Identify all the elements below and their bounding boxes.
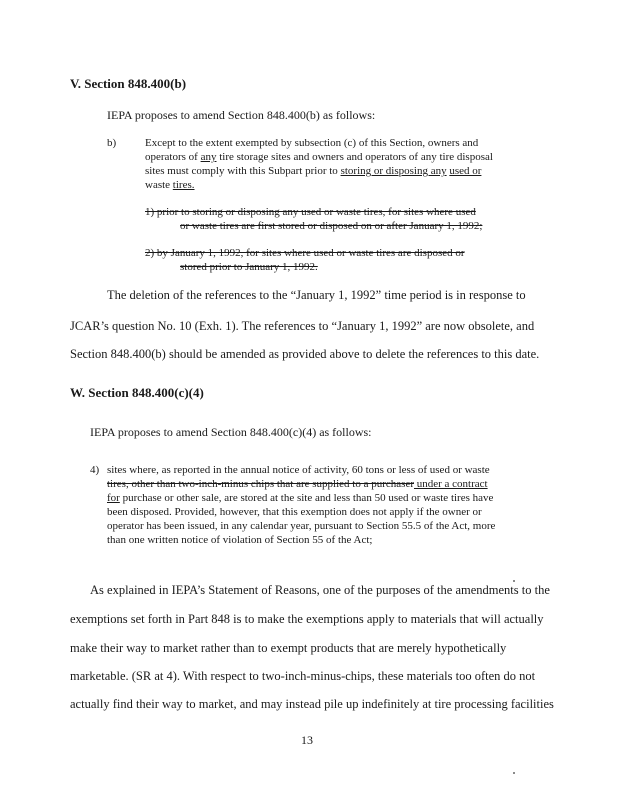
section-w-para-line1: As explained in IEPA’s Statement of Reasons, one of the purposes of the amendments to the [90, 583, 550, 597]
scan-speck [513, 580, 515, 582]
scan-speck-bottom [513, 772, 515, 774]
item-b-line2: operators of any tire storage sites and owners and operators of any tire disposal [145, 151, 493, 163]
section-v-para-line3: Section 848.400(b) should be amended as provided above to delete the references to this date. [70, 347, 540, 361]
struck-item-2-line2: stored prior to January 1, 1992. [180, 261, 318, 273]
item-b-line1: Except to the extent exempted by subsection (c) of this Section, owners and [145, 137, 479, 149]
section-v-para-line1: The deletion of the references to the “January 1, 1992” time period is in response to [107, 288, 526, 302]
struck-item-1-line2: or waste tires are first stored or disposed on or after January 1, 1992; [180, 220, 483, 232]
section-w-intro: IEPA proposes to amend Section 848.400(c)(4) as follows: [90, 425, 372, 439]
item-4-line6: than one written notice of violation of Section 55 of the Act; [107, 534, 373, 546]
section-w-para-line5: actually find their way to market, and may instead pile up indefinitely at tire processing facilities [70, 697, 554, 711]
item-b-line3: sites must comply with this Subpart prior to storing or disposing any used or [145, 165, 482, 177]
section-v-heading: V. Section 848.400(b) [70, 76, 187, 91]
section-w-para-line3: make their way to market rather than to exempt products that are merely hypothetically [70, 641, 507, 655]
struck-item-2-line1: 2) by January 1, 1992, for sites where used or waste tires are disposed or [145, 247, 465, 259]
section-v-intro: IEPA proposes to amend Section 848.400(b) as follows: [107, 108, 376, 122]
item-4-label: 4) [90, 464, 100, 476]
item-b-line4: waste tires. [145, 179, 195, 191]
struck-item-1-line1: 1) prior to storing or disposing any used or waste tires, for sites where used [145, 206, 476, 218]
section-w-para-line2: exemptions set forth in Part 848 is to make the exemptions apply to materials that will actually [70, 612, 544, 626]
item-b-label: b) [107, 137, 117, 149]
item-4-line4: been disposed. Provided, however, that this exemption does not apply if the owner or [107, 506, 482, 518]
section-w-heading: W. Section 848.400(c)(4) [70, 385, 204, 400]
item-4-line2: tires, other than two-inch-minus chips that are supplied to a purchaser under a contract [107, 478, 488, 490]
item-4-line3: for purchase or other sale, are stored at the site and less than 50 used or waste tires have [107, 492, 494, 504]
item-4-line1: sites where, as reported in the annual notice of activity, 60 tons or less of used or waste [107, 464, 490, 476]
section-w-para-line4: marketable. (SR at 4). With respect to two-inch-minus-chips, these materials too often do not [70, 669, 536, 683]
item-4-line5: operator has been issued, in any calendar year, pursuant to Section 55.5 of the Act, more [107, 520, 496, 532]
page-number: 13 [301, 733, 313, 747]
section-v-para-line2: JCAR’s question No. 10 (Exh. 1). The references to “January 1, 1992” are now obsolete, and [70, 319, 535, 333]
